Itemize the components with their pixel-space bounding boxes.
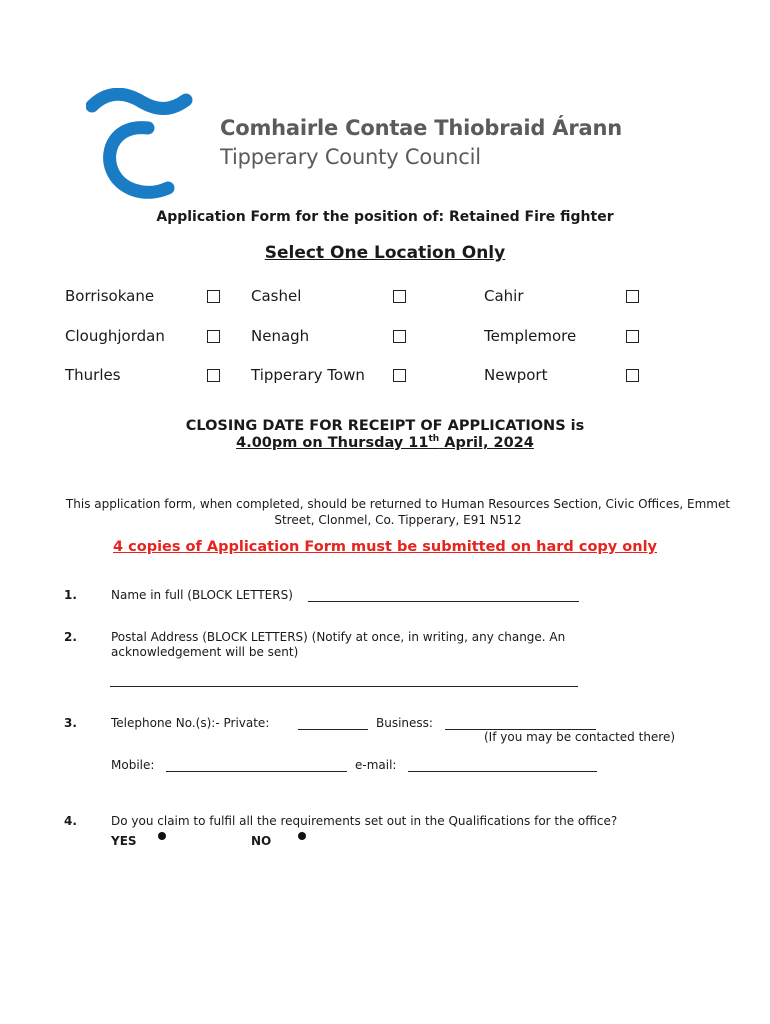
telephone-business-label: Business: (376, 716, 433, 730)
location-label-borrisokane: Borrisokane (65, 287, 155, 305)
business-contact-note: (If you may be contacted there) (484, 730, 676, 744)
closing-date-line1: CLOSING DATE FOR RECEIPT OF APPLICATIONS is (185, 418, 585, 434)
question-4-number: 4. (64, 814, 77, 828)
email-label: e-mail: (355, 758, 397, 772)
application-title: Application Form for the position of: Retained Fire fighter (156, 209, 614, 225)
location-checkbox-nenagh[interactable] (393, 330, 406, 343)
question-2-number: 2. (64, 630, 77, 644)
location-checkbox-cloughjordan[interactable] (207, 330, 220, 343)
location-label-thurles: Thurles (65, 366, 121, 384)
location-checkbox-borrisokane[interactable] (207, 290, 220, 303)
no-option[interactable] (298, 832, 306, 840)
email-field[interactable] (408, 771, 597, 772)
org-english-name: Tipperary County Council (220, 145, 481, 169)
mobile-field[interactable] (166, 771, 347, 772)
location-checkbox-cashel[interactable] (393, 290, 406, 303)
location-heading: Select One Location Only (264, 243, 506, 263)
location-checkbox-newport[interactable] (626, 369, 639, 382)
copies-notice: 4 copies of Application Form must be submitted on hard copy only (113, 539, 657, 555)
location-checkbox-templemore[interactable] (626, 330, 639, 343)
closing-date-line2: 4.00pm on Thursday 11th April, 2024 (236, 434, 534, 451)
postal-address-field[interactable] (110, 686, 578, 687)
mobile-label: Mobile: (111, 758, 155, 772)
location-checkbox-tipperary-town[interactable] (393, 369, 406, 382)
location-label-cashel: Cashel (251, 287, 302, 305)
location-label-cloughjordan: Cloughjordan (65, 327, 165, 345)
location-checkbox-cahir[interactable] (626, 290, 639, 303)
yes-option[interactable] (158, 832, 166, 840)
question-2-label-line1: Postal Address (BLOCK LETTERS) (Notify at once, in writing, any change. An (111, 630, 566, 644)
no-label: NO (251, 834, 272, 848)
name-field[interactable] (308, 601, 579, 602)
location-label-newport: Newport (484, 366, 548, 384)
location-label-cahir: Cahir (484, 287, 524, 305)
return-instructions: This application form, when completed, should be returned to Human Resources Section, Civic Offices, Emmet Street, Clonmel, Co. Tipperary, E91 N512 (65, 497, 731, 527)
question-2-label-line2: acknowledgement will be sent) (111, 645, 299, 659)
location-label-tipperary-town: Tipperary Town (251, 366, 365, 384)
telephone-private-label: Telephone No.(s):- Private: (111, 716, 270, 730)
question-4-label: Do you claim to fulfil all the requirements set out in the Qualifications for the office? (111, 814, 618, 828)
org-irish-name: Comhairle Contae Thiobraid Árann (220, 116, 622, 140)
location-checkbox-thurles[interactable] (207, 369, 220, 382)
question-3-number: 3. (64, 716, 77, 730)
location-label-templemore: Templemore (484, 327, 577, 345)
telephone-private-field[interactable] (298, 729, 368, 730)
question-1-number: 1. (64, 588, 77, 602)
question-1-label: Name in full (BLOCK LETTERS) (111, 588, 293, 602)
council-logo-icon (86, 88, 206, 203)
yes-label: YES (111, 834, 137, 848)
location-label-nenagh: Nenagh (251, 327, 310, 345)
